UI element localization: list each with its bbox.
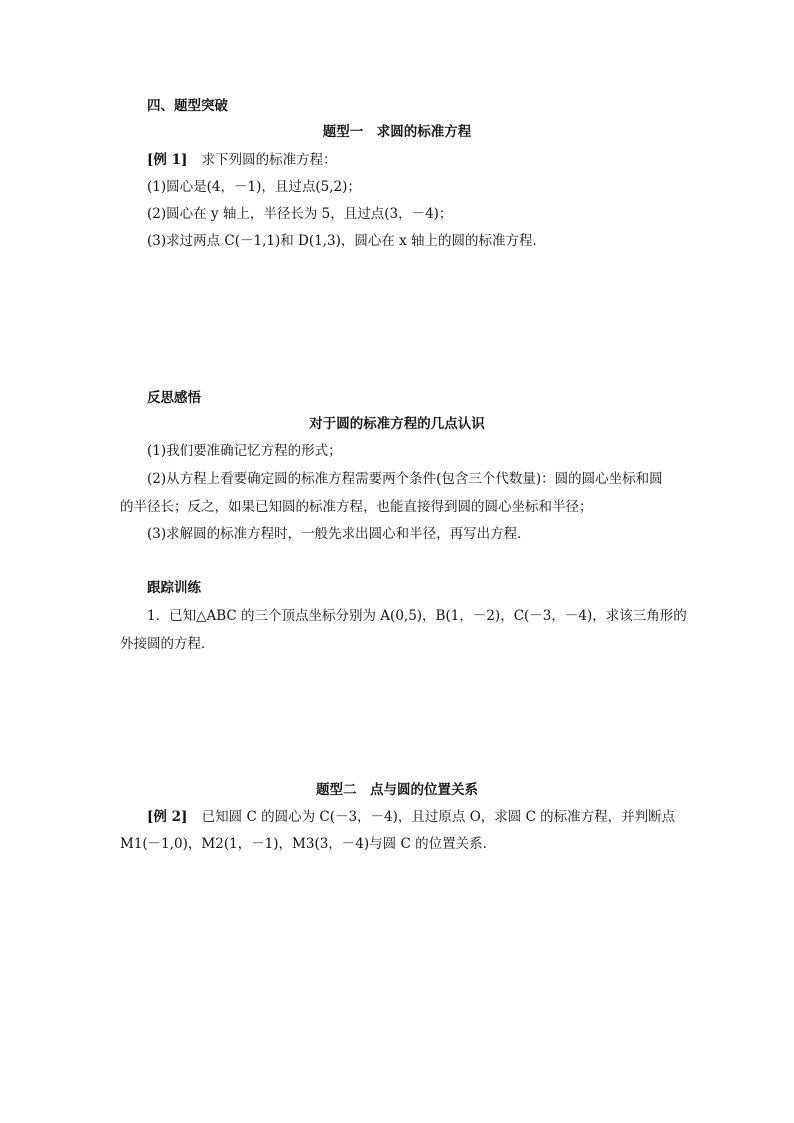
example2-line-2: M1(－1,0)，M2(1，－1)，M3(3，－4)与圆 C 的位置关系． (120, 836, 497, 852)
example1-item-2: (2)圆心在 y 轴上，半径长为 5，且过点(3，－4)； (147, 206, 453, 222)
example2-line-1 (147, 807, 675, 827)
reflection-title: 对于圆的标准方程的几点认识 (309, 416, 485, 432)
practice-heading: 跟踪训练 (147, 580, 201, 596)
example1-item-1: (1)圆心是(4，－1)，且过点(5,2)； (147, 179, 361, 195)
reflection-point-2-line-1: (2)从方程上看要确定圆的标准方程需要两个条件(包含三个代数量)：圆的圆心坐标和圆 (147, 471, 663, 487)
reflection-point-2-line-2: 的半径长；反之，如果已知圆的标准方程，也能直接得到圆的圆心坐标和半径； (120, 499, 593, 515)
reflection-point-3: (3)求解圆的标准方程时，一般先求出圆心和半径，再写出方程． (147, 526, 531, 542)
type1-title: 题型一 求圆的标准方程 (322, 124, 472, 140)
example2-label: [例 2] (147, 809, 188, 825)
reflection-point-1: (1)我们要准确记忆方程的形式； (147, 443, 342, 459)
example1-item-3: (3)求过两点 C(－1,1)和 D(1,3)，圆心在 x 轴上的圆的标准方程． (147, 233, 547, 249)
practice-q1-line-1: 1．已知△ABC 的三个顶点坐标分别为 A(0,5)，B(1，－2)，C(－3，－4)，求该三角形的 (147, 608, 687, 624)
type2-title: 题型二 点与圆的位置关系 (316, 782, 478, 798)
example1-line (147, 150, 337, 170)
reflection-heading: 反思感悟 (147, 390, 201, 406)
example1-label: [例 1] (147, 152, 188, 168)
example1-intro: 求下列圆的标准方程： (201, 152, 337, 168)
example2-text: 已知圆 C 的圆心为 C(－3，－4)，且过原点 O，求圆 C 的标准方程，并判断点 (201, 809, 676, 825)
practice-q1-line-2: 外接圆的方程． (120, 636, 215, 652)
section-heading: 四、题型突破 (147, 98, 228, 114)
